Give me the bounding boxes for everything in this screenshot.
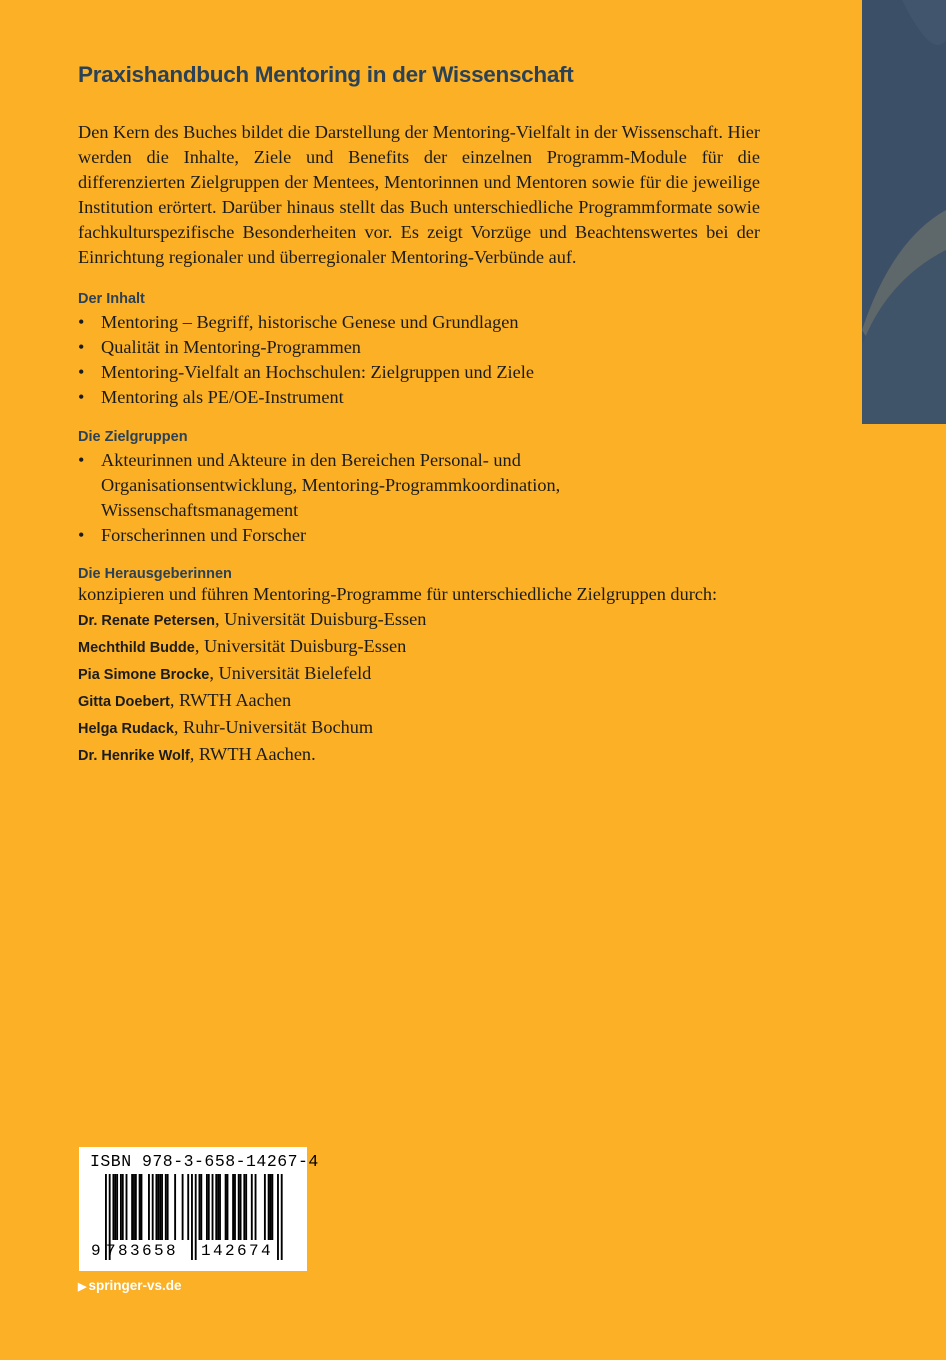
editor-affiliation: , Universität Bielefeld: [209, 663, 372, 683]
ean-right-digits: 142674: [201, 1242, 274, 1260]
editor-name: Dr. Renate Petersen: [78, 613, 216, 629]
barcode-bar: [139, 1174, 141, 1240]
isbn-label: ISBN 978-3-658-14267-4: [90, 1152, 319, 1171]
inhalt-list: [78, 310, 760, 410]
barcode-bar: [243, 1174, 245, 1240]
barcode-bar: [251, 1174, 253, 1240]
editor-entry: [78, 607, 760, 634]
barcode-bar: [206, 1174, 208, 1240]
bullet: •: [78, 312, 85, 332]
bullet: •: [78, 362, 85, 382]
barcode-bar: [114, 1174, 116, 1240]
barcode-bar: [238, 1174, 240, 1240]
barcode-bar: [152, 1174, 154, 1240]
barcode-bar: [212, 1174, 214, 1240]
barcode-bar: [232, 1174, 234, 1240]
editor-affiliation: , Universität Duisburg-Essen: [194, 636, 407, 656]
list-item: • Mentoring als PE/OE-Instrument: [78, 385, 760, 410]
bullet: •: [78, 525, 85, 545]
list-item: • Mentoring-Vielfalt an Hochschulen: Zielgruppen und Ziele: [78, 360, 760, 385]
publisher-website[interactable]: [78, 1278, 182, 1293]
barcode-bar: [195, 1174, 197, 1260]
barcode-bar: [159, 1174, 161, 1240]
barcode-bar: [135, 1174, 137, 1240]
barcode-bar: [161, 1174, 163, 1240]
barcode-bar: [234, 1174, 236, 1240]
editor-name: Pia Simone Brocke: [78, 667, 210, 683]
section-heading-inhalt: Der Inhalt: [78, 291, 145, 307]
editor-affiliation: , Ruhr-Universität Bochum: [173, 717, 374, 737]
barcode-bar: [240, 1174, 242, 1240]
barcode-bar: [122, 1174, 124, 1240]
editor-name: Dr. Henrike Wolf: [78, 748, 190, 764]
list-item: • Forscherinnen und Forscher: [78, 523, 760, 548]
barcode-bar: [187, 1174, 189, 1240]
ean-first-digit: 9: [91, 1242, 101, 1260]
book-title: Praxishandbuch Mentoring in der Wissenschaft: [78, 62, 574, 87]
barcode-bar: [264, 1174, 266, 1240]
barcode-bar: [191, 1174, 193, 1260]
barcode-bar: [281, 1174, 283, 1260]
ean-left-digits: 783658: [106, 1242, 179, 1260]
barcode-bar: [268, 1174, 270, 1240]
editor-entry: [78, 661, 760, 688]
bullet: •: [78, 450, 85, 470]
list-item: • Akteurinnen und Akteure in den Bereichen Personal- und Organisationsentwicklung, Mentoring-Programmkoordination, Wissenschaftsmanagement: [78, 450, 561, 520]
editor-affiliation: , Universität Duisburg-Essen: [215, 609, 427, 629]
barcode-bar: [245, 1174, 247, 1240]
barcode-bar: [120, 1174, 122, 1240]
decorative-side-panel: [862, 0, 946, 424]
editor-name: Helga Rudack: [78, 721, 174, 737]
editor-entry: [78, 688, 760, 715]
barcode-bar: [165, 1174, 167, 1240]
editor-entry: [78, 634, 760, 661]
editor-entry: [78, 715, 760, 742]
barcode-bar: [271, 1174, 273, 1240]
list-item: • Qualität in Mentoring-Programmen: [78, 335, 760, 360]
barcode-bar: [219, 1174, 221, 1240]
barcode-bar: [270, 1174, 272, 1240]
barcode-bar: [255, 1174, 257, 1240]
back-cover-text: [78, 62, 760, 769]
barcode-bar: [133, 1174, 135, 1240]
editor-affiliation: , RWTH Aachen.: [189, 744, 316, 764]
bullet: •: [78, 387, 85, 407]
section-heading-zielgruppen: Die Zielgruppen: [78, 429, 188, 445]
editor-name: Gitta Doebert: [78, 694, 170, 710]
barcode-bar: [199, 1174, 201, 1240]
website-label: springer-vs.de: [88, 1278, 182, 1293]
barcode-bar: [148, 1174, 150, 1240]
editor-name: Mechthild Budde: [78, 640, 195, 656]
barcode-bar: [116, 1174, 118, 1240]
barcode-bar: [217, 1174, 219, 1240]
section-heading-herausgeberinnen: Die Herausgeberinnen: [78, 566, 232, 582]
bullet: •: [78, 337, 85, 357]
barcode-bar: [126, 1174, 128, 1240]
barcode-bar: [200, 1174, 202, 1240]
barcode-bar: [157, 1174, 159, 1240]
zielgruppen-list: [78, 448, 760, 548]
barcode-bar: [167, 1174, 169, 1240]
isbn-barcode: [79, 1147, 319, 1271]
barcode-bar: [227, 1174, 229, 1240]
intro-paragraph: Den Kern des Buches bildet die Darstellung der Mentoring-Vielfalt in der Wissenschaft. Hier werden die Inhalte, Ziele und Benefits der einzelnen Programm-Module für die differenzierten Zielgruppen der Mentees, Mentorinnen und Mentoren sowie für die jeweilige Institution erörtert. Darüber hinaus stellt das Buch unterschiedliche Programmformate sowie fachkulturspezifische Besonderheiten vor. Es zeigt Vorzüge und Beachtenswertes bei der Einrichtung regionaler und überregionaler Mentoring-Verbünde auf.: [78, 122, 760, 267]
list-item: • Mentoring – Begriff, historische Genese und Grundlagen: [78, 310, 760, 335]
arrow-right-icon: ▶: [78, 1281, 87, 1293]
barcode-bar: [225, 1174, 227, 1240]
barcode-bar: [131, 1174, 133, 1240]
barcode-bar: [174, 1174, 176, 1240]
barcode-bar: [112, 1174, 114, 1240]
editor-affiliation: , RWTH Aachen: [169, 690, 292, 710]
barcode-bar: [208, 1174, 210, 1240]
barcode-bar: [182, 1174, 184, 1240]
barcode-bar: [277, 1174, 279, 1260]
barcode-bar: [215, 1174, 217, 1240]
barcode-bar: [155, 1174, 157, 1240]
barcode-bar: [141, 1174, 143, 1240]
herausgeberinnen-text: konzipieren und führen Mentoring-Programme für unterschiedliche Zielgruppen durch:: [78, 584, 718, 604]
decorative-curve-graphic: [862, 0, 946, 424]
editor-entry: [78, 742, 760, 769]
